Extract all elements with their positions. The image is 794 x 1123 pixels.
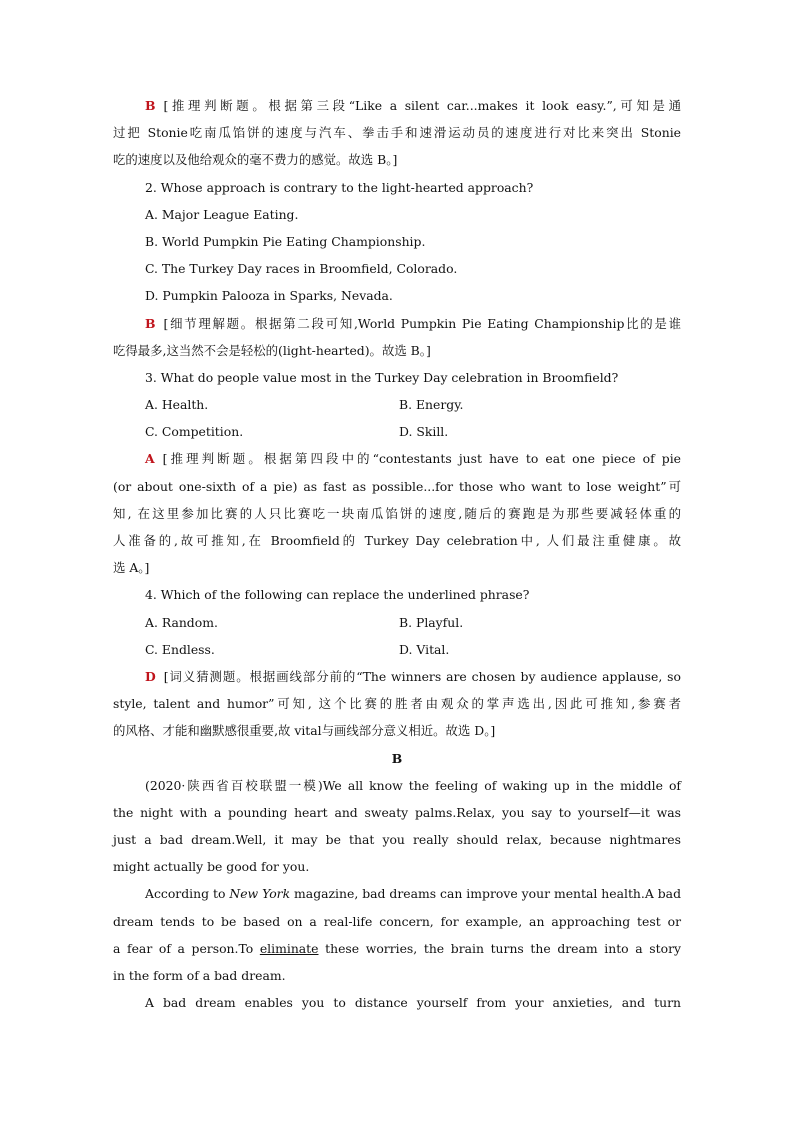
q4-explanation-line: D [词义猜测题。根据画线部分前的“The winners are chosen by audience applause, so [145,668,681,684]
q4-option-c: C. Endless. [145,641,215,657]
q4-explanation-line: style, talent and humor”可知, 这个比赛的胜者由观众的掌声选出,因此可推知,参赛者 [113,696,681,712]
passage-line: in the form of a bad dream. [113,968,286,983]
passage-line: might actually be good for you. [113,859,310,875]
q3-option-d: D. Skill. [399,424,449,440]
magazine-title: New York [229,886,291,902]
passage-line: A bad dream enables you to distance yourself from your anxieties, and turn [145,995,681,1011]
q2-question: 2. Whose approach is contrary to the light-hearted approach? [145,179,534,195]
q4-options-row [113,609,681,636]
q2-option-d: D. Pumpkin Palooza in Sparks, Nevada. [145,288,393,304]
section-heading: B [391,750,403,766]
q2-explanation-line: 吃得最多,这当然不会是轻松的(light-hearted)。故选 B。] [113,342,431,358]
passage-line: According to New York magazine, bad dreams can improve your mental health.A bad [145,886,681,902]
q3-explanation-line: (or about one-sixth of a pie) as fast as possible...for those who want to lose weight”可 [113,478,681,494]
q3-answer: A [145,451,155,467]
q4-option-a: A. Random. [145,614,218,630]
q3-explanation-line: 选 A。] [113,560,150,576]
q3-option-a: A. Health. [145,397,209,413]
underlined-word: eliminate [259,940,319,956]
document-page [113,92,681,1016]
q4-answer: D [145,668,156,684]
q3-options-row [113,418,681,445]
q2-option-a: A. Major League Eating. [145,206,299,222]
passage-line: (2020·陕西省百校联盟一模)We all know the feeling of waking up in the middle of [145,777,681,793]
q2-answer: B [145,315,156,331]
passage-line: a fear of a person.To eliminate these worries, the brain turns the dream into a story [113,940,681,956]
q4-option-d: D. Vital. [399,641,450,657]
q3-options-row [113,391,681,418]
q2-explanation-line: B [细节理解题。根据第二段可知,World Pumpkin Pie Eating Championship比的是谁 [145,315,681,331]
q3-option-c: C. Competition. [145,424,244,440]
q3-question: 3. What do people value most in the Turkey Day celebration in Broomfield? [145,369,619,385]
q4-option-b: B. Playful. [399,614,464,630]
q3-explanation-line: 知, 在这里参加比赛的人只比赛吃一块南瓜馅饼的速度,随后的赛跑是为那些要减轻体重的 [113,505,681,521]
q4-explanation-line: 的风格、才能和幽默感很重要,故 vital与画线部分意义相近。故选 D。] [113,723,496,739]
q2-option-c: C. The Turkey Day races in Broomfield, Colorado. [145,261,458,277]
passage-line: dream tends to be based on a real-life concern, for example, an approaching test or [113,913,681,929]
passage-line: the night with a pounding heart and sweaty palms.Relax, you say to yourself—it was [113,804,681,820]
q1-answer: B [145,98,156,113]
q4-question: 4. Which of the following can replace the underlined phrase? [145,587,530,603]
q3-option-b: B. Energy. [399,397,464,413]
q1-explanation-line: 吃的速度以及他给观众的毫不费力的感觉。故选 B。] [113,152,398,168]
q4-options-row [113,636,681,663]
q2-option-b: B. World Pumpkin Pie Eating Championship. [145,233,426,249]
q1-explanation-line: B [推理判断题。根据第三段“Like a silent car...makes it look easy.”,可知是通 [145,98,681,113]
q3-explanation-line: 人准备的,故可推知,在 Broomfield的 Turkey Day celebration中, 人们最注重健康。故 [113,533,681,548]
q1-explanation-line: 过把 Stonie吃南瓜馅饼的速度与汽车、拳击手和速滑运动员的速度进行对比来突出 Stonie [113,125,681,141]
passage-line: just a bad dream.Well, it may be that you really should relax, because nightmares [113,832,681,848]
q3-explanation-line: A [推理判断题。根据第四段中的“contestants just have to eat one piece of pie [145,451,681,467]
